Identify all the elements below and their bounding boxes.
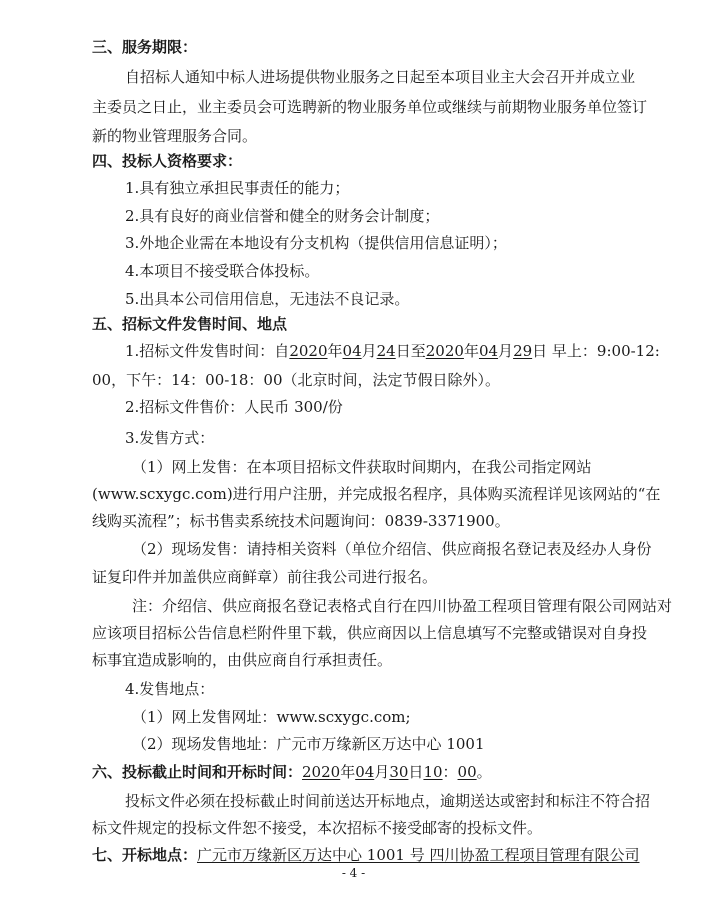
section4-item-5: 5.出具本公司信用信息，无违法不良记录。: [125, 290, 410, 308]
section7-heading: 七、开标地点：: [92, 846, 198, 864]
sale-end-day: 29: [513, 342, 533, 360]
section6-text-line1: 投标文件必须在投标截止时间前送达开标地点，逾期送达或密封和标注不符合招: [125, 792, 651, 810]
sale-start-year: 2020: [289, 342, 328, 360]
section6-text-line2: 标文件规定的投标文件恕不接受，本次招标不接受邮寄的投标文件。: [92, 819, 543, 837]
section4-item-1: 1.具有独立承担民事责任的能力；: [125, 179, 350, 197]
onsite-sale-line1: （2）现场发售：请持相关资料（单位介绍信、供应商报名登记表及经办人身份: [132, 540, 652, 558]
note-line3: 标事宜造成影响的，由供应商自行承担责任。: [92, 651, 393, 669]
sale-price: 2.招标文件售价：人民币 300/份: [125, 398, 343, 416]
sale-start-day: 24: [376, 342, 396, 360]
deadline-month: 04: [355, 763, 375, 781]
sale-time-line2: 00，下午：14：00-18：00（北京时间，法定节假日除外）。: [92, 371, 501, 389]
deadline-day: 30: [389, 763, 409, 781]
sale-place-onsite: （2）现场发售地址：广元市万缘新区万达中心 1001: [132, 735, 485, 753]
section5-heading: 五、招标文件发售时间、地点: [92, 315, 288, 333]
section6-heading: 六、投标截止时间和开标时间：: [92, 763, 303, 781]
deadline-minute: 00: [457, 763, 477, 781]
online-sale-line2: (www.scxygc.com)进行用户注册，并完成报名程序，具体购买流程详见该网站的“在: [92, 485, 661, 503]
section6-heading-line: 六、投标截止时间和开标时间：2020年04月30日10：00。: [92, 763, 492, 781]
sale-end-month: 04: [478, 342, 499, 360]
sale-method-label: 3.发售方式：: [125, 429, 215, 447]
section4-heading: 四、投标人资格要求：: [92, 152, 243, 170]
deadline-year: 2020: [302, 763, 341, 781]
section4-item-2: 2.具有良好的商业信誉和健全的财务会计制度；: [125, 207, 440, 225]
sale-end-year: 2020: [425, 342, 464, 360]
section3-text-line3: 新的物业管理服务合同。: [92, 127, 258, 145]
opening-place: 广元市万缘新区万达中心 1001 号 四川协盈工程项目管理有限公司: [197, 846, 640, 864]
online-sale-line3: 线购买流程”；标书售卖系统技术问题询问：0839-3371900。: [92, 512, 510, 530]
note-line1: 注：介绍信、供应商报名登记表格式自行在四川协盈工程项目管理有限公司网站对: [132, 597, 673, 615]
onsite-sale-line2: 证复印件并加盖供应商鲜章）前往我公司进行报名。: [92, 568, 438, 586]
section3-text-line1: 自招标人通知中标人进场提供物业服务之日起至本项目业主大会召开并成立业: [125, 68, 636, 86]
sale-time-line1: 1.招标文件发售时间：自2020年04月24日至2020年04月29日 早上：9:00-12:: [125, 342, 660, 360]
sale-place-label: 4.发售地点：: [125, 680, 215, 698]
section7-line: [92, 845, 640, 865]
section3-text-line2: 主委员之日止，业主委员会可选聘新的物业服务单位或继续与前期物业服务单位签订: [92, 98, 648, 116]
sale-start-month: 04: [342, 342, 362, 360]
sale-place-online: （1）网上发售网址：www.scxygc.com;: [132, 708, 411, 726]
section4-item-3: 3.外地企业需在本地设有分支机构（提供信用信息证明）；: [125, 234, 507, 252]
page-number: - 4 -: [341, 866, 366, 880]
online-sale-line1: （1）网上发售：在本项目招标文件获取时间期内，在我公司指定网站: [132, 458, 592, 476]
note-line2: 应该项目招标公告信息栏附件里下载，供应商因以上信息填写不完整或错误对自身投: [92, 624, 648, 642]
section3-heading: 三、服务期限：: [92, 38, 198, 56]
deadline-hour: 10: [423, 763, 443, 781]
section4-item-4: 4.本项目不接受联合体投标。: [125, 262, 320, 280]
